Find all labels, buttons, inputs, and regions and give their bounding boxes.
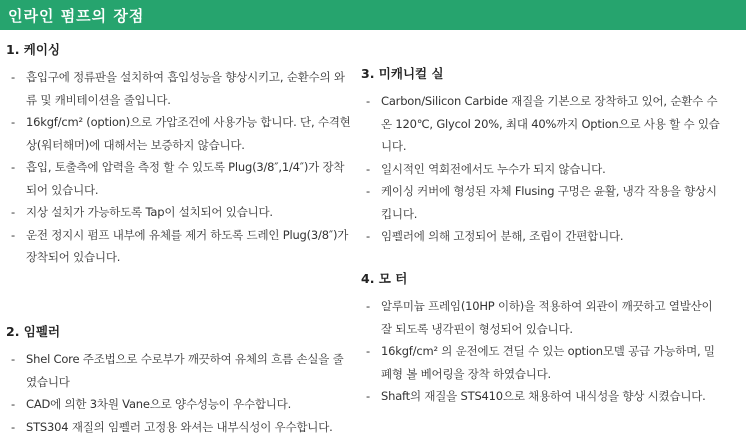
list-item [6, 416, 352, 438]
section-list [6, 348, 352, 438]
section-title: 3. 미캐니컬 실 [361, 66, 725, 82]
page-title: 인라인 펌프의 장점 [8, 5, 144, 26]
bullet-dash: - [366, 158, 370, 181]
list-item-text: 16kgf/cm² 의 운전에도 견딜 수 있는 option모델 공급 가능하며, 밀폐형 볼 베어링을 장착 하였습니다. [381, 344, 715, 381]
list-item-text: Carbon/Silicon Carbide 재질을 기본으로 장착하고 있어, 순환수 수온 120℃, Glycol 20%, 최대 40%까지 Option으로 사용 할 수 있습니다. [381, 94, 720, 153]
list-item [361, 385, 725, 408]
page-header [0, 0, 746, 30]
list-item-text: Shel Core 주조법으로 수로부가 깨끗하여 유체의 흐름 손실을 줄였습니다 [26, 352, 344, 389]
section-impeller [6, 324, 352, 438]
section-title: 4. 모 터 [361, 271, 725, 287]
list-item-text: STS304 재질의 임펠러 고정용 와셔는 내부식성이 우수합니다. [26, 420, 333, 434]
list-item-text: 케이싱 커버에 형성된 자체 Flusing 구멍은 윤활, 냉각 작용을 향상시킵니다. [381, 184, 717, 221]
list-item-text: 흡입, 토출측에 압력을 측정 할 수 있도록 Plug(3/8″,1/4″)가 장착되어 있습니다. [26, 160, 344, 197]
list-item-text: 임펠러에 의해 고정되어 분해, 조립이 간편합니다. [381, 229, 623, 243]
section-casing [6, 42, 352, 269]
list-item-text: 지상 설치가 가능하도록 Tap이 설치되어 있습니다. [26, 205, 273, 219]
section-mechanical-seal [361, 66, 725, 248]
section-list [361, 90, 725, 248]
list-item [361, 340, 725, 385]
bullet-dash: - [11, 201, 15, 224]
bullet-dash: - [11, 393, 15, 416]
list-item [6, 224, 352, 269]
bullet-dash: - [11, 224, 15, 247]
bullet-dash: - [366, 385, 370, 408]
list-item [361, 180, 725, 225]
list-item [361, 295, 725, 340]
bullet-dash: - [366, 180, 370, 203]
list-item [6, 201, 352, 224]
list-item [6, 111, 352, 156]
list-item [361, 90, 725, 158]
list-item-text: CAD에 의한 3차원 Vane으로 양수성능이 우수합니다. [26, 397, 291, 411]
list-item-text: 흡입구에 정류판을 설치하여 흡입성능을 향상시키고, 순환수의 와류 및 캐비테이션을 줄입니다. [26, 70, 345, 107]
bullet-dash: - [366, 295, 370, 318]
bullet-dash: - [11, 416, 15, 438]
list-item-text: 운전 정지시 펌프 내부에 유체를 제거 하도록 드레인 Plug(3/8″)가 장착되어 있습니다. [26, 228, 348, 265]
bullet-dash: - [366, 90, 370, 113]
bullet-dash: - [366, 340, 370, 363]
list-item [6, 66, 352, 111]
list-item [6, 348, 352, 393]
list-item-text: 16kgf/cm² (option)으로 가압조건에 사용가능 합니다. 단, 수격현상(워터해머)에 대해서는 보증하지 않습니다. [26, 115, 351, 152]
list-item [6, 156, 352, 201]
section-list [6, 66, 352, 269]
section-list [361, 295, 725, 408]
section-motor [361, 271, 725, 408]
section-title: 1. 케이싱 [6, 42, 352, 58]
bullet-dash: - [11, 111, 15, 134]
list-item [361, 158, 725, 181]
section-title: 2. 임펠러 [6, 324, 352, 340]
list-item-text: Shaft의 재질을 STS410으로 채용하여 내식성을 향상 시켰습니다. [381, 389, 706, 403]
list-item-text: 알루미늄 프레임(10HP 이하)을 적용하여 외관이 깨끗하고 열발산이 잘 되도록 냉각핀이 형성되어 있습니다. [381, 299, 712, 336]
list-item-text: 일시적인 역회전에서도 누수가 되지 않습니다. [381, 162, 606, 176]
bullet-dash: - [11, 66, 15, 89]
list-item [361, 225, 725, 248]
bullet-dash: - [11, 348, 15, 371]
list-item [6, 393, 352, 416]
bullet-dash: - [11, 156, 15, 179]
bullet-dash: - [366, 225, 370, 248]
